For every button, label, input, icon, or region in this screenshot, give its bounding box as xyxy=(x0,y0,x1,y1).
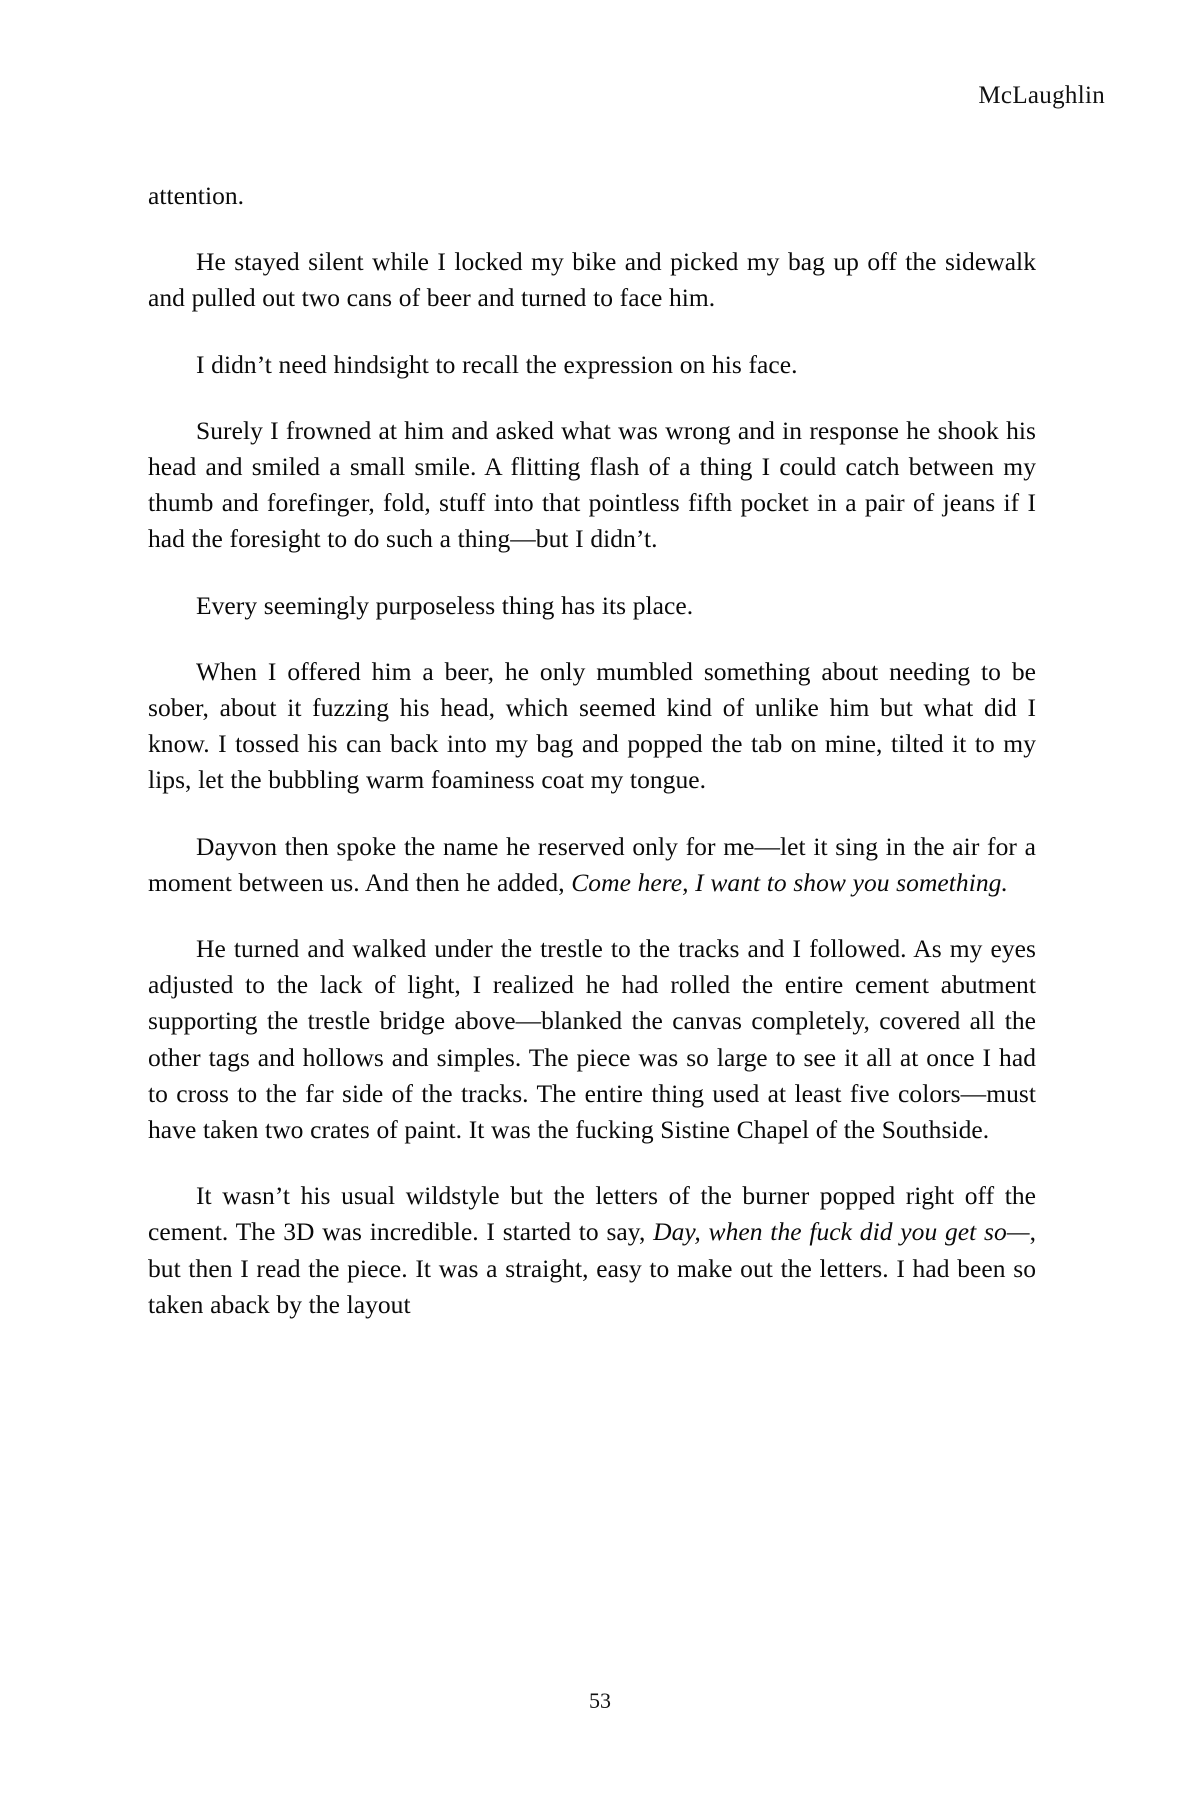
text-run: It wasn’t his usual wildstyle but the letters of the burner popped right off the cement. The 3D was incredible. I started to say, xyxy=(148,1181,1036,1247)
paragraph xyxy=(148,654,1036,799)
running-header: McLaughlin xyxy=(978,82,1105,109)
paragraph xyxy=(148,347,1036,383)
text-run: Dayvon then spoke the name he reserved only for me—let it sing in the air for a moment between us. And then he added, xyxy=(148,831,1036,897)
page-number: 53 xyxy=(589,1688,611,1713)
paragraph xyxy=(148,588,1036,624)
paragraph xyxy=(148,178,1036,214)
text-run: I didn’t need hindsight to recall the expression on his face. xyxy=(196,349,798,379)
italic-run: Come here, I want to show you something. xyxy=(571,867,1008,897)
paragraph xyxy=(148,413,1036,558)
paragraph xyxy=(148,931,1036,1148)
text-run: Surely I frowned at him and asked what was wrong and in response he shook his head and smiled a small smile. A flitting flash of a thing I could catch between my thumb and forefinger, fold, stuff into that pointless fifth pocket in a pair of jeans if I had the foresight to do such a thing—but I didn’t. xyxy=(148,415,1036,554)
italic-run: Day, when the fuck did you get so— xyxy=(653,1217,1030,1247)
text-run: Every seemingly purposeless thing has its place. xyxy=(196,590,694,620)
body-text-column xyxy=(148,178,1036,1323)
text-run: , but then I read the piece. It was a straight, easy to make out the letters. I had been so taken aback by the layout xyxy=(148,1217,1036,1319)
paragraph xyxy=(148,1178,1036,1323)
text-run: attention. xyxy=(148,181,245,210)
text-run: He stayed silent while I locked my bike and picked my bag up off the sidewalk and pulled out two cans of beer and turned to face him. xyxy=(148,247,1036,313)
text-run: He turned and walked under the trestle to the tracks and I followed. As my eyes adjusted to the lack of light, I realized he had rolled the entire cement abutment supporting the trestle bridge above—blanked the canvas completely, covered all the other tags and hollows and simples. The piece was so large to see it all at once I had to cross to the far side of the tracks. The entire thing used at least five colors—must have taken two crates of paint. It was the fucking Sistine Chapel of the Southside. xyxy=(148,934,1036,1145)
text-run: When I offered him a beer, he only mumbled something about needing to be sober, about it fuzzing his head, which seemed kind of unlike him but what did I know. I tossed his can back into my bag and popped the tab on mine, tilted it to my lips, let the bubbling warm foaminess coat my tongue. xyxy=(148,656,1036,795)
paragraph xyxy=(148,244,1036,316)
paragraph xyxy=(148,829,1036,901)
